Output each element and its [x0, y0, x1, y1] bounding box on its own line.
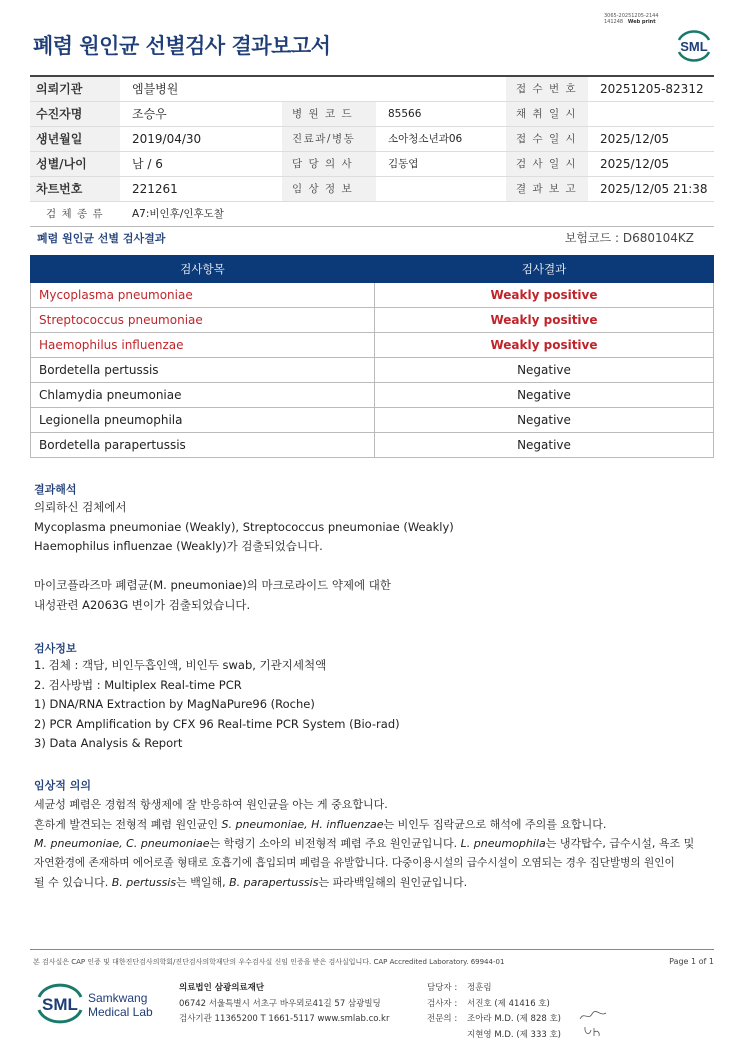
result-row [31, 308, 714, 333]
result-value: Weakly positive [375, 308, 714, 333]
clinical-heading: 임상적 의의 [34, 779, 91, 792]
report-title: 폐렴 원인균 선별검사 결과보고서 [33, 34, 331, 58]
info-label: 생년월일 [30, 127, 120, 151]
result-value: Negative [375, 358, 714, 383]
info-row [30, 77, 714, 102]
info-label: 진료과/병동 [282, 127, 376, 151]
info-label: 성별/나이 [30, 152, 120, 176]
staff-row: 전문의 : 조아라 M.D. (제 828 호) [427, 1014, 562, 1024]
test-info-line: 1) DNA/RNA Extraction by MagNaPure96 (Roche) [34, 697, 315, 711]
clinical-line: 될 수 있습니다. B. pertussis는 백일해, B. parapertussis는 파라백일해의 원인균입니다. [34, 876, 468, 889]
info-value [376, 177, 506, 201]
clinical-line: 흔하게 발견되는 전형적 폐렴 원인균인 S. pneumoniae, H. influenzae는 비인두 집락균으로 해석에 주의를 요합니다. [34, 817, 607, 831]
specimen-value: A7:비인후/인후도찰 [132, 208, 224, 220]
info-value: 김동엽 [388, 158, 419, 170]
info-value: 2025/12/05 [600, 157, 670, 171]
result-value: Weakly positive [375, 283, 714, 308]
insurance-code: 보험코드 : D680104KZ [564, 231, 694, 245]
info-label: 임 상 정 보 [282, 177, 376, 201]
info-label: 채 취 일 시 [506, 102, 588, 126]
page-number: Page 1 of 1 [669, 957, 714, 966]
info-value: 남 / 6 [132, 157, 163, 171]
info-value: 20251205-82312 [600, 82, 704, 96]
test-info-line: 2. 검사방법 : Multiplex Real-time PCR [34, 677, 242, 692]
svg-text:Medical Lab: Medical Lab [88, 1005, 153, 1019]
specimen-row [30, 202, 714, 227]
result-row [31, 358, 714, 383]
clinical-text [34, 795, 694, 893]
interp-line [34, 557, 454, 577]
result-row [31, 408, 714, 433]
result-value: Negative [375, 408, 714, 433]
result-item: Mycoplasma pneumoniae [31, 283, 375, 308]
clinical-line: M. pneumoniae, C. pneumoniae는 학령기 소아의 비전형적 폐렴 주요 원인균입니다. L. pneumophila는 냉각탑수, 급수시설, 욕조 및 [34, 837, 695, 850]
info-value: 2025/12/05 [600, 132, 670, 146]
info-label: 수진자명 [30, 102, 120, 126]
test-info-line: 1. 검체 : 객담, 비인두흡인액, 비인두 swab, 기관지세척액 [34, 658, 327, 672]
result-item: Chlamydia pneumoniae [31, 383, 375, 408]
info-label: 결 과 보 고 [506, 177, 588, 201]
test-info-heading: 검사정보 [34, 642, 77, 655]
samkwang-logo-mark [36, 982, 166, 1024]
interp-line: 마이코플라즈마 폐렴균(M. pneumoniae)의 마크로라이드 약제에 대한 [34, 578, 392, 592]
info-label: 검 사 일 시 [506, 152, 588, 176]
result-value: Negative [375, 433, 714, 458]
info-row [30, 152, 714, 177]
staff-row: 담당자 : 정훈림 [427, 983, 492, 993]
result-value: Negative [375, 383, 714, 408]
col-test-item: 검사항목 [31, 256, 375, 283]
result-item: Bordetella parapertussis [31, 433, 375, 458]
info-value [376, 77, 506, 101]
print-id: 3065-20251205-2144 141248 Web print [604, 13, 659, 25]
result-row [31, 433, 714, 458]
info-label: 접 수 번 호 [506, 77, 588, 101]
institution-info: 의료법인 삼광의료재단 06742 서울특별시 서초구 바우뫼로41길 57 삼광빌딩 검사기관 11365200 T 1661-5117 www.smlab.co.kr [179, 983, 390, 1024]
result-row [31, 333, 714, 358]
info-row [30, 177, 714, 202]
result-row [31, 283, 714, 308]
info-value: 엠블병원 [132, 82, 179, 96]
result-item: Legionella pneumophila [31, 408, 375, 433]
info-row [30, 102, 714, 127]
staff-list [427, 981, 561, 1043]
info-value [282, 77, 376, 101]
result-item: Haemophilus influenzae [31, 333, 375, 358]
interpretation-heading: 결과해석 [34, 483, 77, 496]
staff-row: 지현영 M.D. (제 333 호) [467, 1029, 562, 1040]
results-section-title: 폐렴 원인균 선별 검사결과 [37, 232, 166, 245]
info-value: 조승우 [132, 107, 167, 121]
info-label: 차트번호 [30, 177, 120, 201]
footer-divider [30, 949, 714, 950]
staff-row: 검사자 : 서진호 (제 41416 호) [427, 998, 550, 1009]
sml-logo [674, 28, 714, 62]
signature-1 [578, 1009, 608, 1023]
info-label: 접 수 일 시 [506, 127, 588, 151]
result-item: Bordetella pertussis [31, 358, 375, 383]
result-row [31, 383, 714, 408]
info-value [588, 102, 714, 126]
interp-line: Haemophilus influenzae (Weakly)가 검출되었습니다. [34, 539, 323, 553]
svg-text:Samkwang: Samkwang [88, 991, 148, 1005]
accreditation-note: 본 검사실은 CAP 인증 및 대한진단검사의학회/진단검사의학재단의 우수검사실 신임 인증을 받은 검사실입니다. CAP Accredited Laboratory. 69944-01 [33, 958, 505, 966]
interp-line: 내성관련 A2063G 변이가 검출되었습니다. [34, 597, 251, 612]
svg-text:SML: SML [42, 995, 78, 1014]
info-value: 221261 [132, 182, 178, 196]
patient-info-table [30, 75, 714, 227]
info-value: 2025/12/05 21:38 [600, 182, 708, 196]
test-info-line: 2) PCR Amplification by CFX 96 Real-time PCR System (Bio-rad) [34, 716, 400, 731]
test-info-line: 3) Data Analysis & Report [34, 736, 183, 750]
result-item: Streptococcus pneumoniae [31, 308, 375, 333]
info-value: 2019/04/30 [132, 132, 202, 146]
interpretation-text [34, 498, 454, 615]
samkwang-logo [36, 982, 166, 1028]
info-value: 소아청소년과06 [388, 133, 463, 145]
clinical-line: 자연환경에 존재하며 에어로졸 형태로 호흡기에 흡입되며 폐렴을 유발합니다. 다중이용시설의 급수시설이 오염되는 경우 집단발병의 원인이 [34, 856, 675, 869]
info-label: 의뢰기관 [30, 77, 120, 101]
test-info-text [34, 656, 400, 754]
clinical-line: 세균성 폐렴은 경험적 항생제에 잘 반응하여 원인균을 아는 게 중요합니다. [34, 798, 388, 811]
interp-line: Mycoplasma pneumoniae (Weakly), Streptococcus pneumoniae (Weakly) [34, 519, 454, 534]
interp-line: 의뢰하신 검체에서 [34, 500, 127, 514]
specimen-label: 검 체 종 류 [30, 202, 120, 226]
signature-2 [582, 1024, 604, 1038]
col-test-result: 검사결과 [375, 256, 714, 283]
results-table [30, 255, 714, 458]
result-value: Weakly positive [375, 333, 714, 358]
svg-text:SML: SML [680, 39, 708, 54]
info-row [30, 127, 714, 152]
info-value: 85566 [388, 108, 422, 120]
info-label: 병 원 코 드 [282, 102, 376, 126]
info-label: 담 당 의 사 [282, 152, 376, 176]
